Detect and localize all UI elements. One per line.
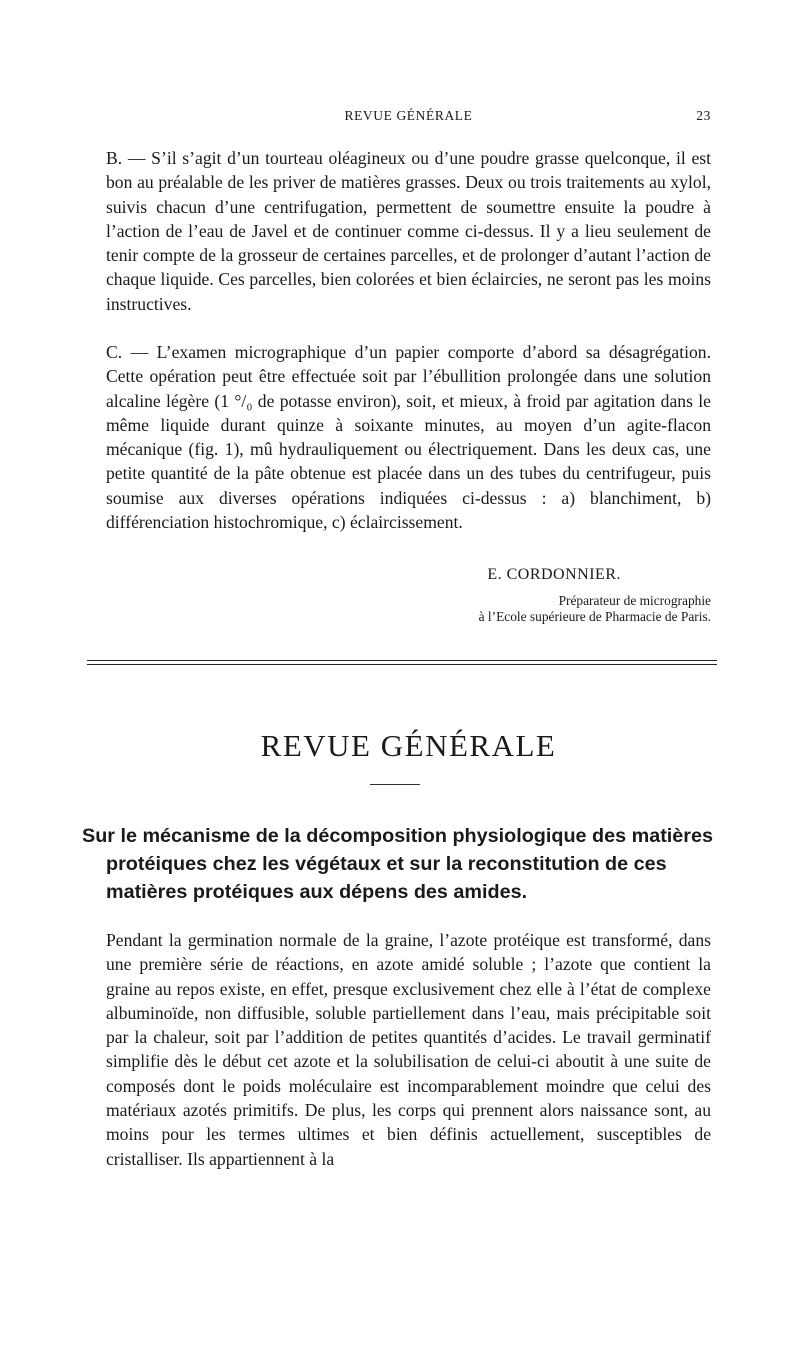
article-body-paragraph: Pendant la germination normale de la graine, l’azote protéique est transformé, dans une première série de réactions, en azote amidé soluble ; l’azote que contient la graine au repos existe, en effet, presque exclusivement chez elle à l’état de complexe albuminoïde, non diffusible, soluble partiellement dans l’eau, mais précipitable soit par la chaleur, soit par l’addition de petites quantités d’acides. Le travail germinatif simplifie dès le début cet azote et la solubilisation de celui-ci aboutit à une suite de composés dont le poids moléculaire est incomparablement moindre que celui des matériaux azotés primitifs. De plus, les corps qui prennent alors naissance sont, au moins pour les termes ultimes et bien définis actuellement, susceptibles de cristalliser. Ils appartiennent à la — [106, 930, 711, 1169]
running-head-title: REVUE GÉNÉRALE — [344, 108, 473, 123]
section-divider-top — [87, 660, 717, 661]
section-title: REVUE GÉNÉRALE — [260, 728, 557, 763]
author-affiliation — [311, 593, 711, 625]
paragraph-c: C. — L’examen micrographique d’un papier comporte d’abord sa désagrégation. Cette opération peut être effectuée soit par l’ébullition prolongée dans une solution alcaline légère (1 °/₀ de potasse environ), soit, et mieux, à froid par agitation dans le même liquide durant quinze à soixante minutes, au moyen d’un agite-flacon mécanique (fig. 1), mû hydrauliquement ou électriquement. Dans les deux cas, une petite quantité de la pâte obtenue est placée dans un des tubes du centrifugeur, puis soumise aux diverses opérations indiquées ci-dessus : a) blanchiment, b) différenciation histochromique, c) éclaircissement. — [106, 342, 711, 533]
article-title — [82, 822, 714, 906]
title-underline — [370, 784, 420, 785]
paragraph-b: B. — S’il s’agit d’un tourteau oléagineux ou d’une poudre grasse quelconque, il est bon au préalable de les priver de matières grasses. Deux ou trois traitements au xylol, suivis chacun d’une centrifugation, permettent de soumettre ensuite la poudre à l’action de l’eau de Javel et de continuer comme ci-dessus. Il y a lieu seulement de tenir compte de la grosseur de certaines parcelles, et de prolonger d’autant l’action de chaque liquide. Ces parcelles, bien colorées et bien éclaircies, ne seront pas les moins instructives. — [106, 148, 711, 314]
author-signature: E. CORDONNIER. — [487, 566, 621, 583]
affiliation-line-1: Préparateur de micrographie — [558, 593, 711, 608]
article-title-line-1: Sur le mécanisme de la décomposition physiologique des matières — [82, 825, 713, 847]
article-title-line-2: protéiques chez les végétaux et sur la reconstitution de ces — [106, 853, 667, 875]
article-title-line-3: matières protéiques aux dépens des amides. — [106, 881, 528, 903]
page-number: 23 — [696, 108, 711, 123]
running-head — [106, 108, 711, 130]
affiliation-line-2: à l’Ecole supérieure de Pharmacie de Paris. — [478, 609, 711, 624]
section-divider-bottom — [87, 664, 717, 665]
